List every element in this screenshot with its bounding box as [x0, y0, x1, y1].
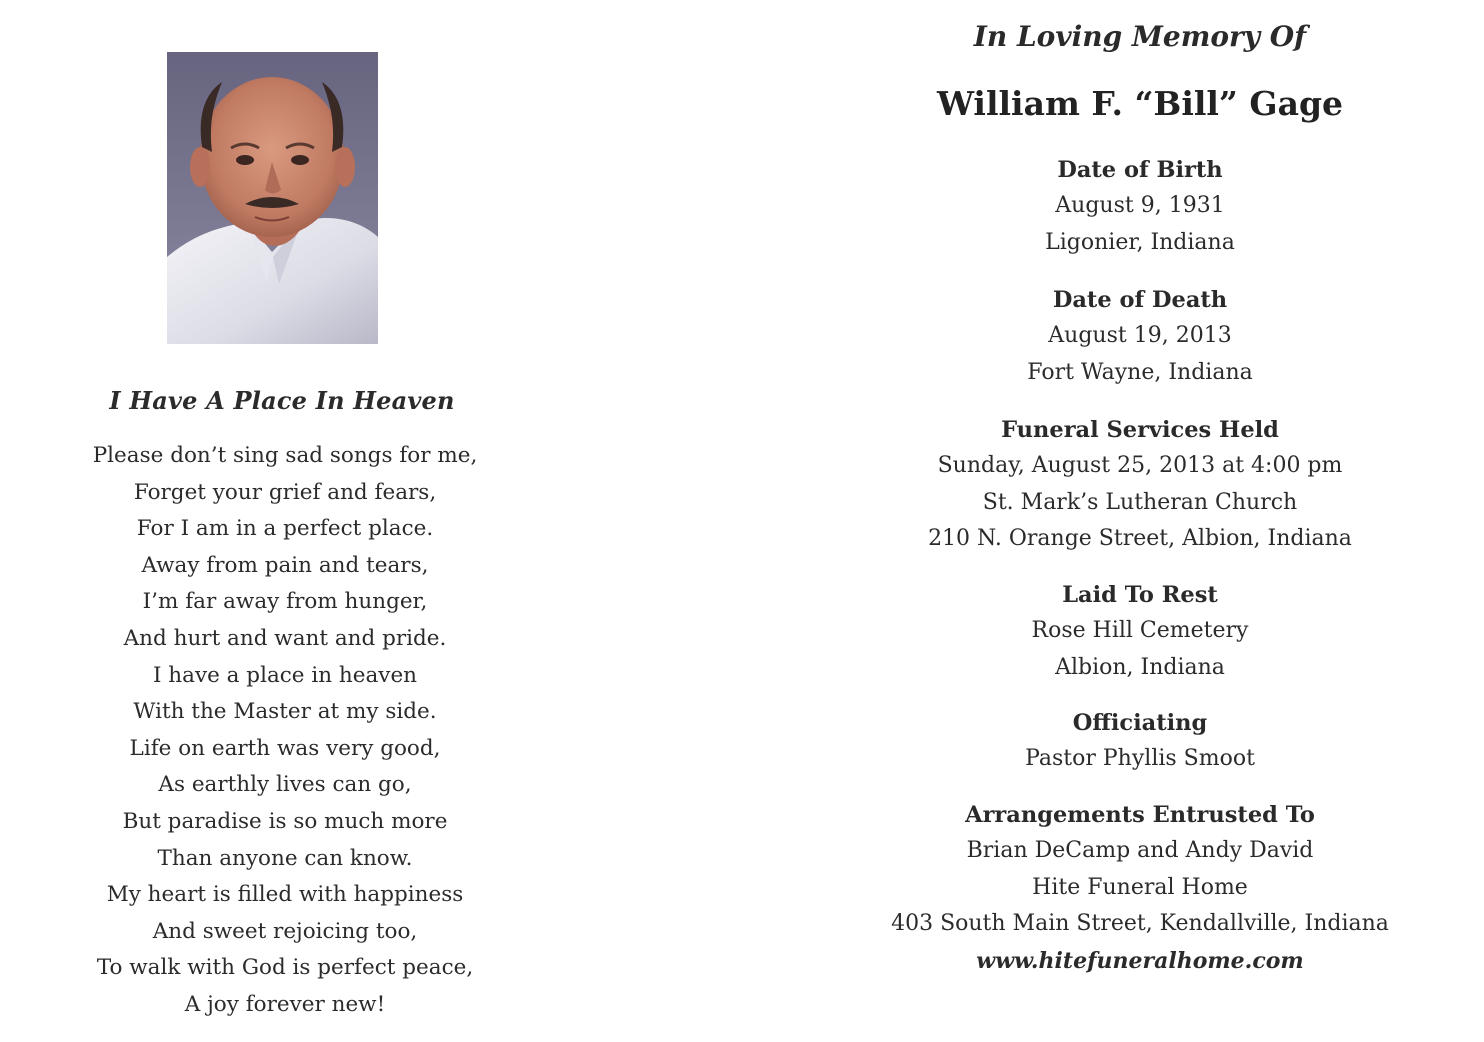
- poem-line: To walk with God is perfect peace,: [96, 955, 474, 981]
- poem-title: I Have A Place In Heaven: [109, 386, 455, 415]
- death-place: Fort Wayne, Indiana: [1027, 359, 1253, 385]
- poem-line: And hurt and want and pride.: [123, 625, 447, 651]
- left-panel: [30, 0, 540, 1042]
- funeral-when: Sunday, August 25, 2013 at 4:00 pm: [937, 453, 1343, 478]
- poem-line: Away from pain and tears,: [141, 552, 429, 578]
- poem-line: I have a place in heaven: [152, 662, 418, 688]
- rest-section: [860, 577, 1420, 686]
- officiating-section: [860, 705, 1420, 778]
- death-section: [860, 282, 1420, 391]
- officiating-name: Pastor Phyllis Smoot: [1025, 746, 1255, 771]
- poem-line: As earthly lives can go,: [158, 772, 412, 798]
- funeral-address: 210 N. Orange Street, Albion, Indiana: [928, 526, 1352, 552]
- portrait-photo-icon: [167, 52, 378, 344]
- rest-cemetery: Rose Hill Cemetery: [1031, 618, 1249, 643]
- poem-line: But paradise is so much more: [122, 808, 448, 834]
- poem-line: My heart is filled with happiness: [106, 882, 464, 908]
- poem-line: I’m far away from hunger,: [142, 589, 428, 615]
- right-panel: [860, 0, 1420, 1042]
- arrangements-section: [860, 797, 1420, 979]
- poem-line: Please don’t sing sad songs for me,: [92, 443, 478, 468]
- birth-date: August 9, 1931: [1055, 193, 1225, 218]
- memory-title: In Loving Memory Of: [973, 20, 1307, 53]
- birth-heading: Date of Birth: [1057, 157, 1223, 183]
- poem-line: A joy forever new!: [184, 991, 386, 1017]
- arrangements-website: www.hitefuneralhome.com: [976, 947, 1304, 974]
- portrait-photo: [167, 52, 378, 344]
- poem: [30, 438, 540, 1024]
- poem-line: Life on earth was very good,: [129, 735, 441, 761]
- funeral-section: [860, 412, 1420, 558]
- poem-line: Than anyone can know.: [157, 845, 413, 871]
- poem-line: And sweet rejoicing too,: [152, 918, 418, 944]
- arrangements-people: Brian DeCamp and Andy David: [966, 838, 1314, 863]
- rest-heading: Laid To Rest: [1062, 582, 1218, 608]
- poem-line: Forget your grief and fears,: [133, 479, 437, 505]
- death-heading: Date of Death: [1052, 287, 1228, 313]
- arrangements-heading: Arrangements Entrusted To: [965, 802, 1315, 828]
- arrangements-home: Hite Funeral Home: [1032, 874, 1248, 900]
- poem-line: With the Master at my side.: [133, 699, 437, 725]
- birth-section: [860, 152, 1420, 261]
- death-date: August 19, 2013: [1048, 323, 1232, 348]
- funeral-where: St. Mark’s Lutheran Church: [982, 489, 1298, 515]
- poem-line: For I am in a perfect place.: [136, 516, 434, 542]
- funeral-heading: Funeral Services Held: [1001, 417, 1279, 443]
- deceased-name: William F. “Bill” Gage: [936, 84, 1344, 123]
- birth-place: Ligonier, Indiana: [1045, 229, 1235, 255]
- rest-place: Albion, Indiana: [1055, 654, 1225, 680]
- officiating-heading: Officiating: [1072, 710, 1208, 736]
- arrangements-address: 403 South Main Street, Kendallville, Indiana: [891, 911, 1389, 937]
